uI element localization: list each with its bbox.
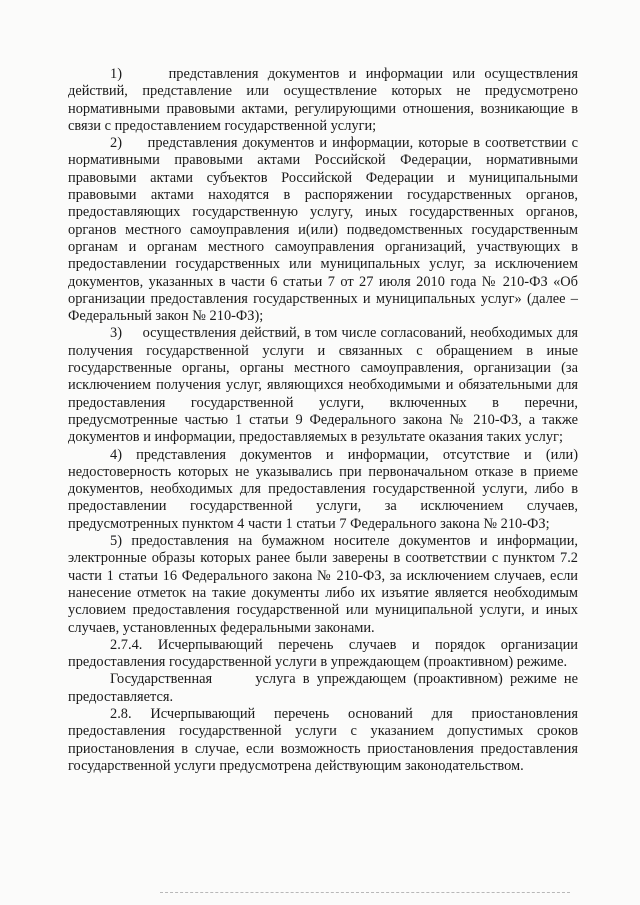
paragraph-item-1: 1) представления документов и информации или осуществления действий, представление или осуществление которых не предусмотрено нормативными правовыми актами, регулирующими отношения, возникающие в связи с предоставлением государственной услуги; — [68, 66, 578, 134]
paragraph-item-5: 5) предоставления на бумажном носителе документов и информации, электронные образы которых ранее были заверены в соответствии с пунктом 7.2 части 1 статьи 16 Федерального закона № 210-ФЗ, за исключением случаев, если нанесение отметок на такие документы либо их изъятие является необходимым условием предоставления государственной или муниципальной услуги, и иных случаев, установленных федеральными законами. — [68, 533, 578, 636]
paragraph-item-2: 2) представления документов и информации, которые в соответствии с нормативными правовыми актами Российской Федерации, нормативными правовыми актами субъектов Российской Федерации и муниципальными правовыми актами находятся в распоряжении государственных органов, предоставляющих государственную услугу, иных государственных органов, органов местного самоуправления и(или) подведомственных государственным органам и органам местного самоуправления организаций, участвующих в предоставлении государственных или муниципальных услуг, за исключением документов, указанных в части 6 статьи 7 от 27 июля 2010 года № 210-ФЗ «Об организации предоставления государственных и муниципальных услуг» (далее – Федеральный закон № 210-ФЗ); — [68, 135, 578, 325]
document-body — [68, 66, 578, 775]
paragraph-item-4: 4) представления документов и информации, отсутствие и (или) недостоверность которых не указывались при первоначальном отказе в приеме документов, необходимых для предоставления государственной услуги, либо в предоставлении государственной услуги, за исключением случаев, предусмотренных пунктом 4 части 1 статьи 7 Федерального закона № 210-ФЗ; — [68, 446, 578, 532]
scan-edge-line — [160, 892, 570, 893]
paragraph-section-2-8: 2.8. Исчерпывающий перечень оснований для приостановления предоставления государственной услуги с указанием допустимых сроков приостановления в случае, если возможность приостановления предоставления государственной услуги предусмотрена действующим законодательством. — [68, 705, 578, 774]
paragraph-item-3: 3) осуществления действий, в том числе согласований, необходимых для получения государственной услуги и связанных с обращением в иные государственные органы, органы местного самоуправления, организации (за исключением получения услуг, являющихся необходимыми и обязательными для предоставления государственной услуги, включенных в перечни, предусмотренные частью 1 статьи 9 Федерального закона № 210-ФЗ, а также документов и информации, предоставляемых в результате оказания таких услуг; — [68, 325, 578, 446]
paragraph-proactive-mode: Государственная услуга в упреждающем (проактивном) режиме не предоставляется. — [68, 671, 578, 705]
paragraph-section-2-7-4: 2.7.4. Исчерпывающий перечень случаев и порядок организации предоставления государственной услуги в упреждающем (проактивном) режиме. — [68, 636, 578, 671]
